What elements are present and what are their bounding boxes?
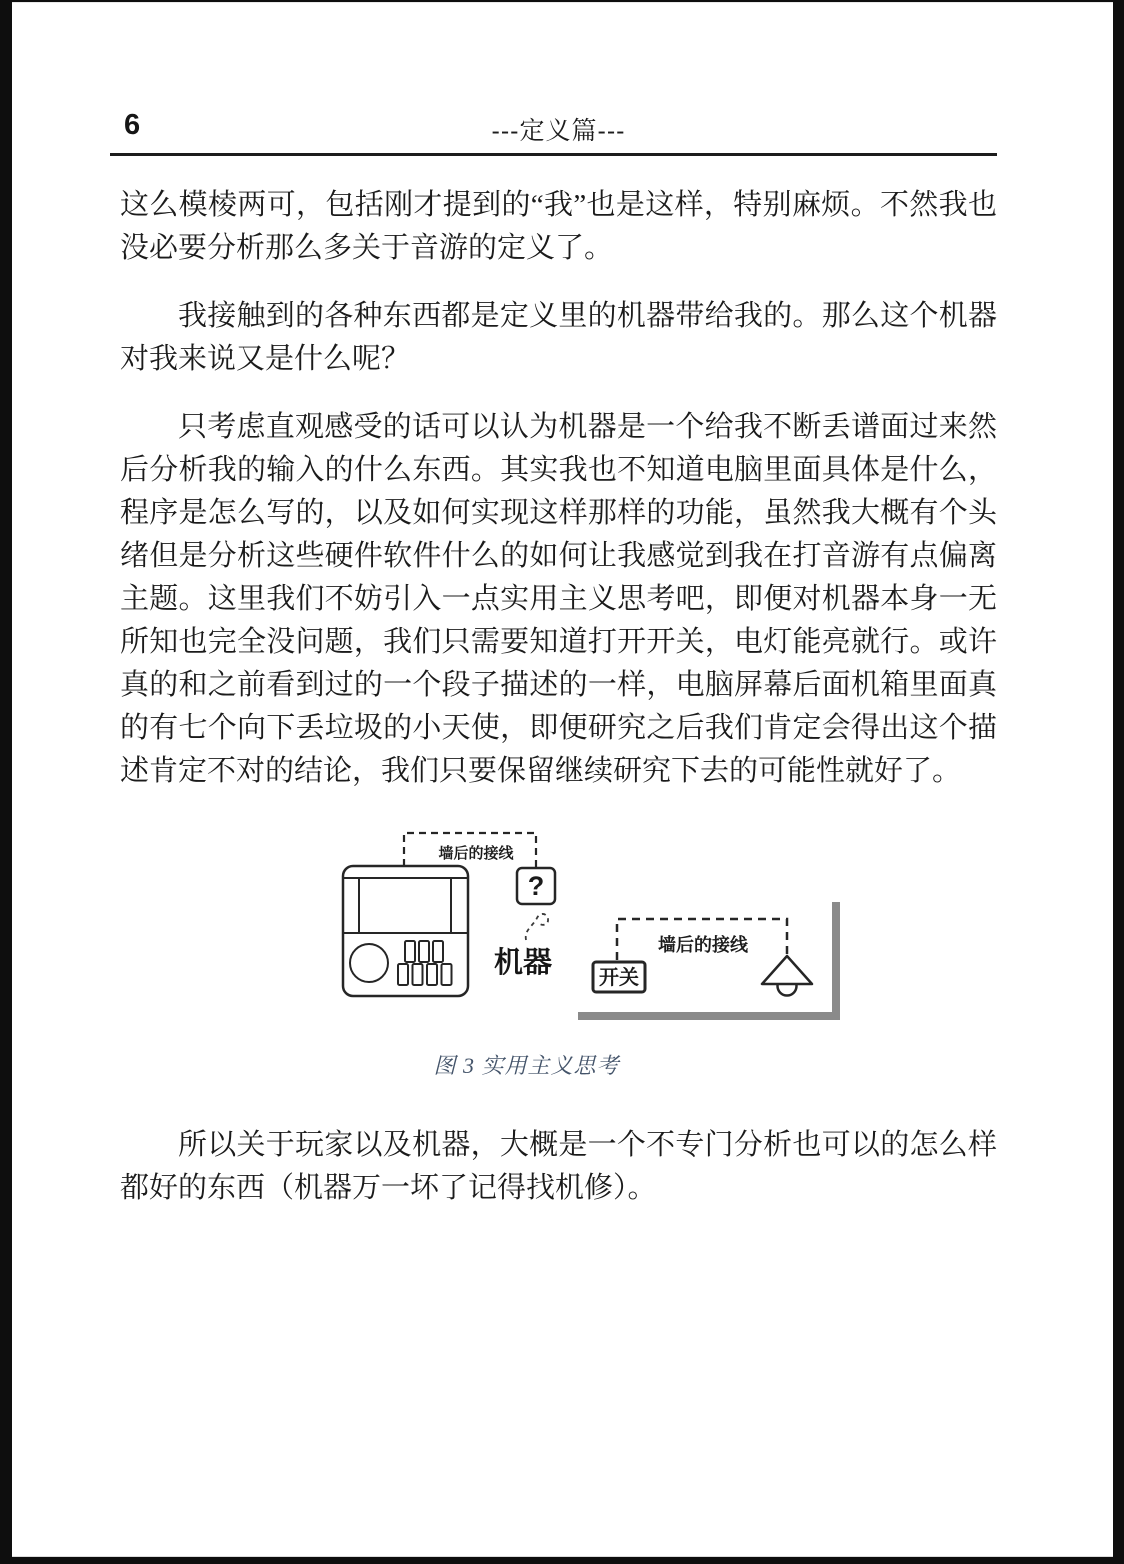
lamp-drawing	[762, 956, 812, 996]
page-number: 6	[124, 109, 141, 141]
paragraph-2: 我接触到的各种东西都是定义里的机器带给我的。那么这个机器对我来说又是什么呢？	[120, 300, 997, 375]
left-wiring-label: 墙后的接线	[438, 845, 514, 862]
figure-pragmatism	[120, 820, 997, 1025]
machine-label: 机器	[493, 947, 553, 979]
page-header	[120, 107, 997, 147]
page-content	[12, 107, 1113, 1210]
question-mark: ?	[527, 871, 545, 901]
squiggle-dashes	[526, 914, 548, 940]
figure-drawing	[340, 820, 845, 1025]
header-rule	[110, 153, 997, 156]
header-title: ---定义篇---	[491, 117, 626, 145]
switch-label: 开关	[599, 967, 639, 989]
paragraph-4: 所以关于玩家以及机器，大概是一个不专门分析也可以的怎么样都好的东西（机器万一坏了记得找机修）。	[120, 1129, 997, 1204]
paragraph-1: 这么模棱两可，包括刚才提到的“我”也是这样，特别麻烦。不然我也没必要分析那么多关于音游的定义了。	[120, 189, 997, 264]
figure-caption: 图 3 实用主义思考	[433, 1053, 620, 1078]
right-wiring-label: 墙后的接线	[658, 935, 748, 955]
document-page	[12, 2, 1113, 1557]
rhythm-machine-drawing	[343, 866, 468, 996]
paragraph-3: 只考虑直观感受的话可以认为机器是一个给我不断丢谱面过来然后分析我的输入的什么东西。其实我也不知道电脑里面具体是什么，程序是怎么写的，以及如何实现这样那样的功能，虽然我大概有个头绪但是分析这些硬件软件什么的如何让我感觉到我在打音游有点偏离主题。这里我们不妨引入一点实用主义思考吧，即便对机器本身一无所知也完全没问题，我们只需要知道打开开关，电灯能亮就行。或许真的和之前看到过的一个段子描述的一样，电脑屏幕后面机箱里面真的有七个向下丢垃圾的小天使，即便研究之后我们肯定会得出这个描述肯定不对的结论，我们只要保留继续研究下去的可能性就好了。	[120, 411, 997, 787]
